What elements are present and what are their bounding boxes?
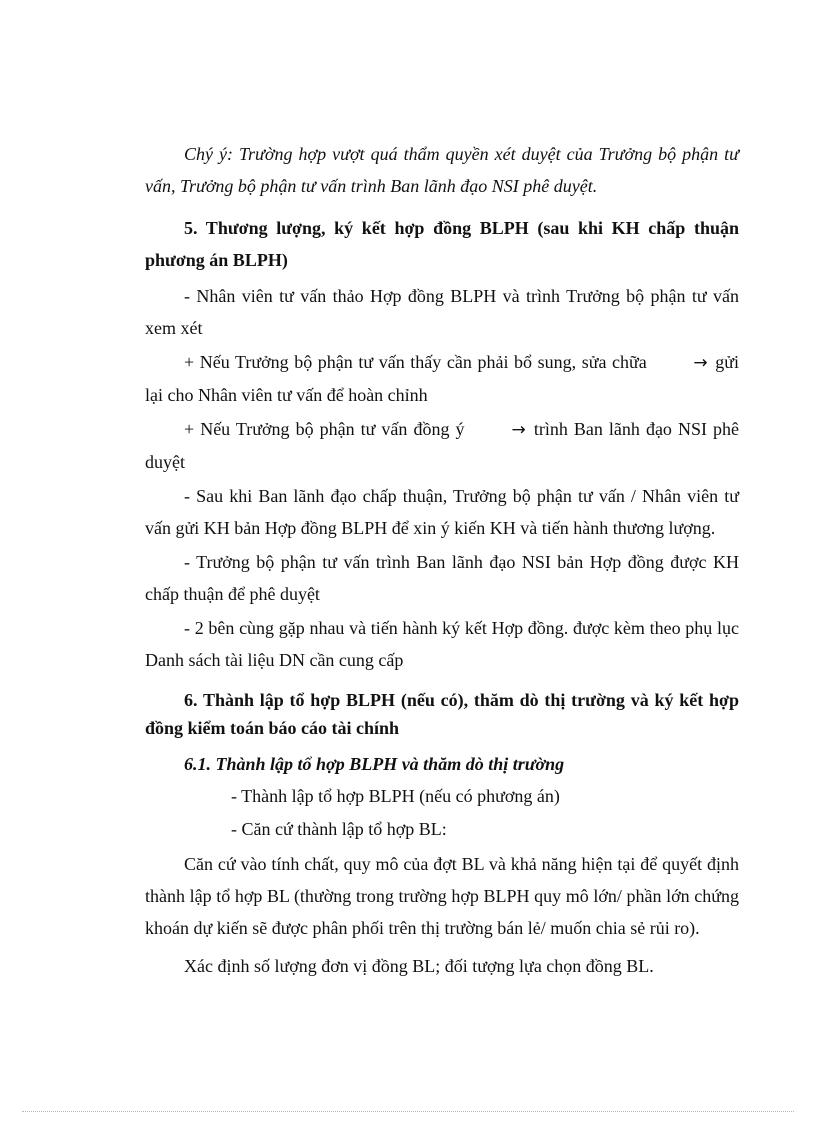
section-5-item-4: - Sau khi Ban lãnh đạo chấp thuận, Trưởng bộ phận tư vấn / Nhân viên tư vấn gửi KH bản Hợp đồng BLPH để xin ý kiến KH và tiến hành thương lượng. xyxy=(145,486,739,538)
section-5-item-6: - 2 bên cùng gặp nhau và tiến hành ký kết Hợp đồng. được kèm theo phụ lục Danh sách tài liệu DN cần cung cấp xyxy=(145,618,739,670)
section-6-1-heading: 6.1. Thành lập tổ hợp BLPH và thăm dò thị trường xyxy=(184,754,565,774)
section-5-item-1: - Nhân viên tư vấn thảo Hợp đồng BLPH và trình Trưởng bộ phận tư vấn xem xét xyxy=(145,286,739,338)
section-5-item-2 xyxy=(145,346,739,411)
section-6-1-paragraph-2: Xác định số lượng đơn vị đồng BL; đối tượng lựa chọn đồng BL. xyxy=(184,956,654,976)
document-page xyxy=(145,138,739,982)
section-6-1-bullet-2: - Căn cứ thành lập tổ hợp BL: xyxy=(231,819,447,839)
arrow-right-icon: → xyxy=(511,420,526,440)
section-6-heading: 6. Thành lập tổ hợp BLPH (nếu có), thăm dò thị trường và ký kết hợp đồng kiểm toán báo cáo tài chính xyxy=(145,690,739,738)
section-5-item-5: - Trưởng bộ phận tư vấn trình Ban lãnh đạo NSI bản Hợp đồng được KH chấp thuận để phê duyệt xyxy=(145,552,739,604)
section-5-heading: 5. Thương lượng, ký kết hợp đồng BLPH (sau khi KH chấp thuận phương án BLPH) xyxy=(145,218,739,270)
arrow-right-icon: → xyxy=(693,353,708,373)
section-6-1-bullet-1: - Thành lập tổ hợp BLPH (nếu có phương án) xyxy=(231,786,560,806)
page-bottom-divider xyxy=(22,1111,794,1112)
section-5-item-3 xyxy=(145,413,739,478)
approval-note: Chý ý: Trường hợp vượt quá thẩm quyền xét duyệt của Trưởng bộ phận tư vấn, Trưởng bộ phận tư vấn trình Ban lãnh đạo NSI phê duyệt. xyxy=(145,144,739,196)
section-6-1-paragraph-1: Căn cứ vào tính chất, quy mô của đợt BL và khả năng hiện tại để quyết định thành lập tổ hợp BL (thường trong trường hợp BLPH quy mô lớn/ phần lớn chứng khoán dự kiến sẽ được phân phối trên thị trường bán lẻ/ muốn chia sẻ rủi ro). xyxy=(145,854,739,938)
section-5-item-2-before: + Nếu Trưởng bộ phận tư vấn thấy cần phải bổ sung, sửa chữa xyxy=(184,352,647,372)
section-5-item-3-after: trình Ban lãnh đạo NSI phê duyệt xyxy=(145,419,740,472)
section-5-item-3-before: + Nếu Trưởng bộ phận tư vấn đồng ý xyxy=(184,419,465,439)
section-5-item-2-after: gửi lại cho Nhân viên tư vấn để hoàn chỉnh xyxy=(145,352,739,405)
